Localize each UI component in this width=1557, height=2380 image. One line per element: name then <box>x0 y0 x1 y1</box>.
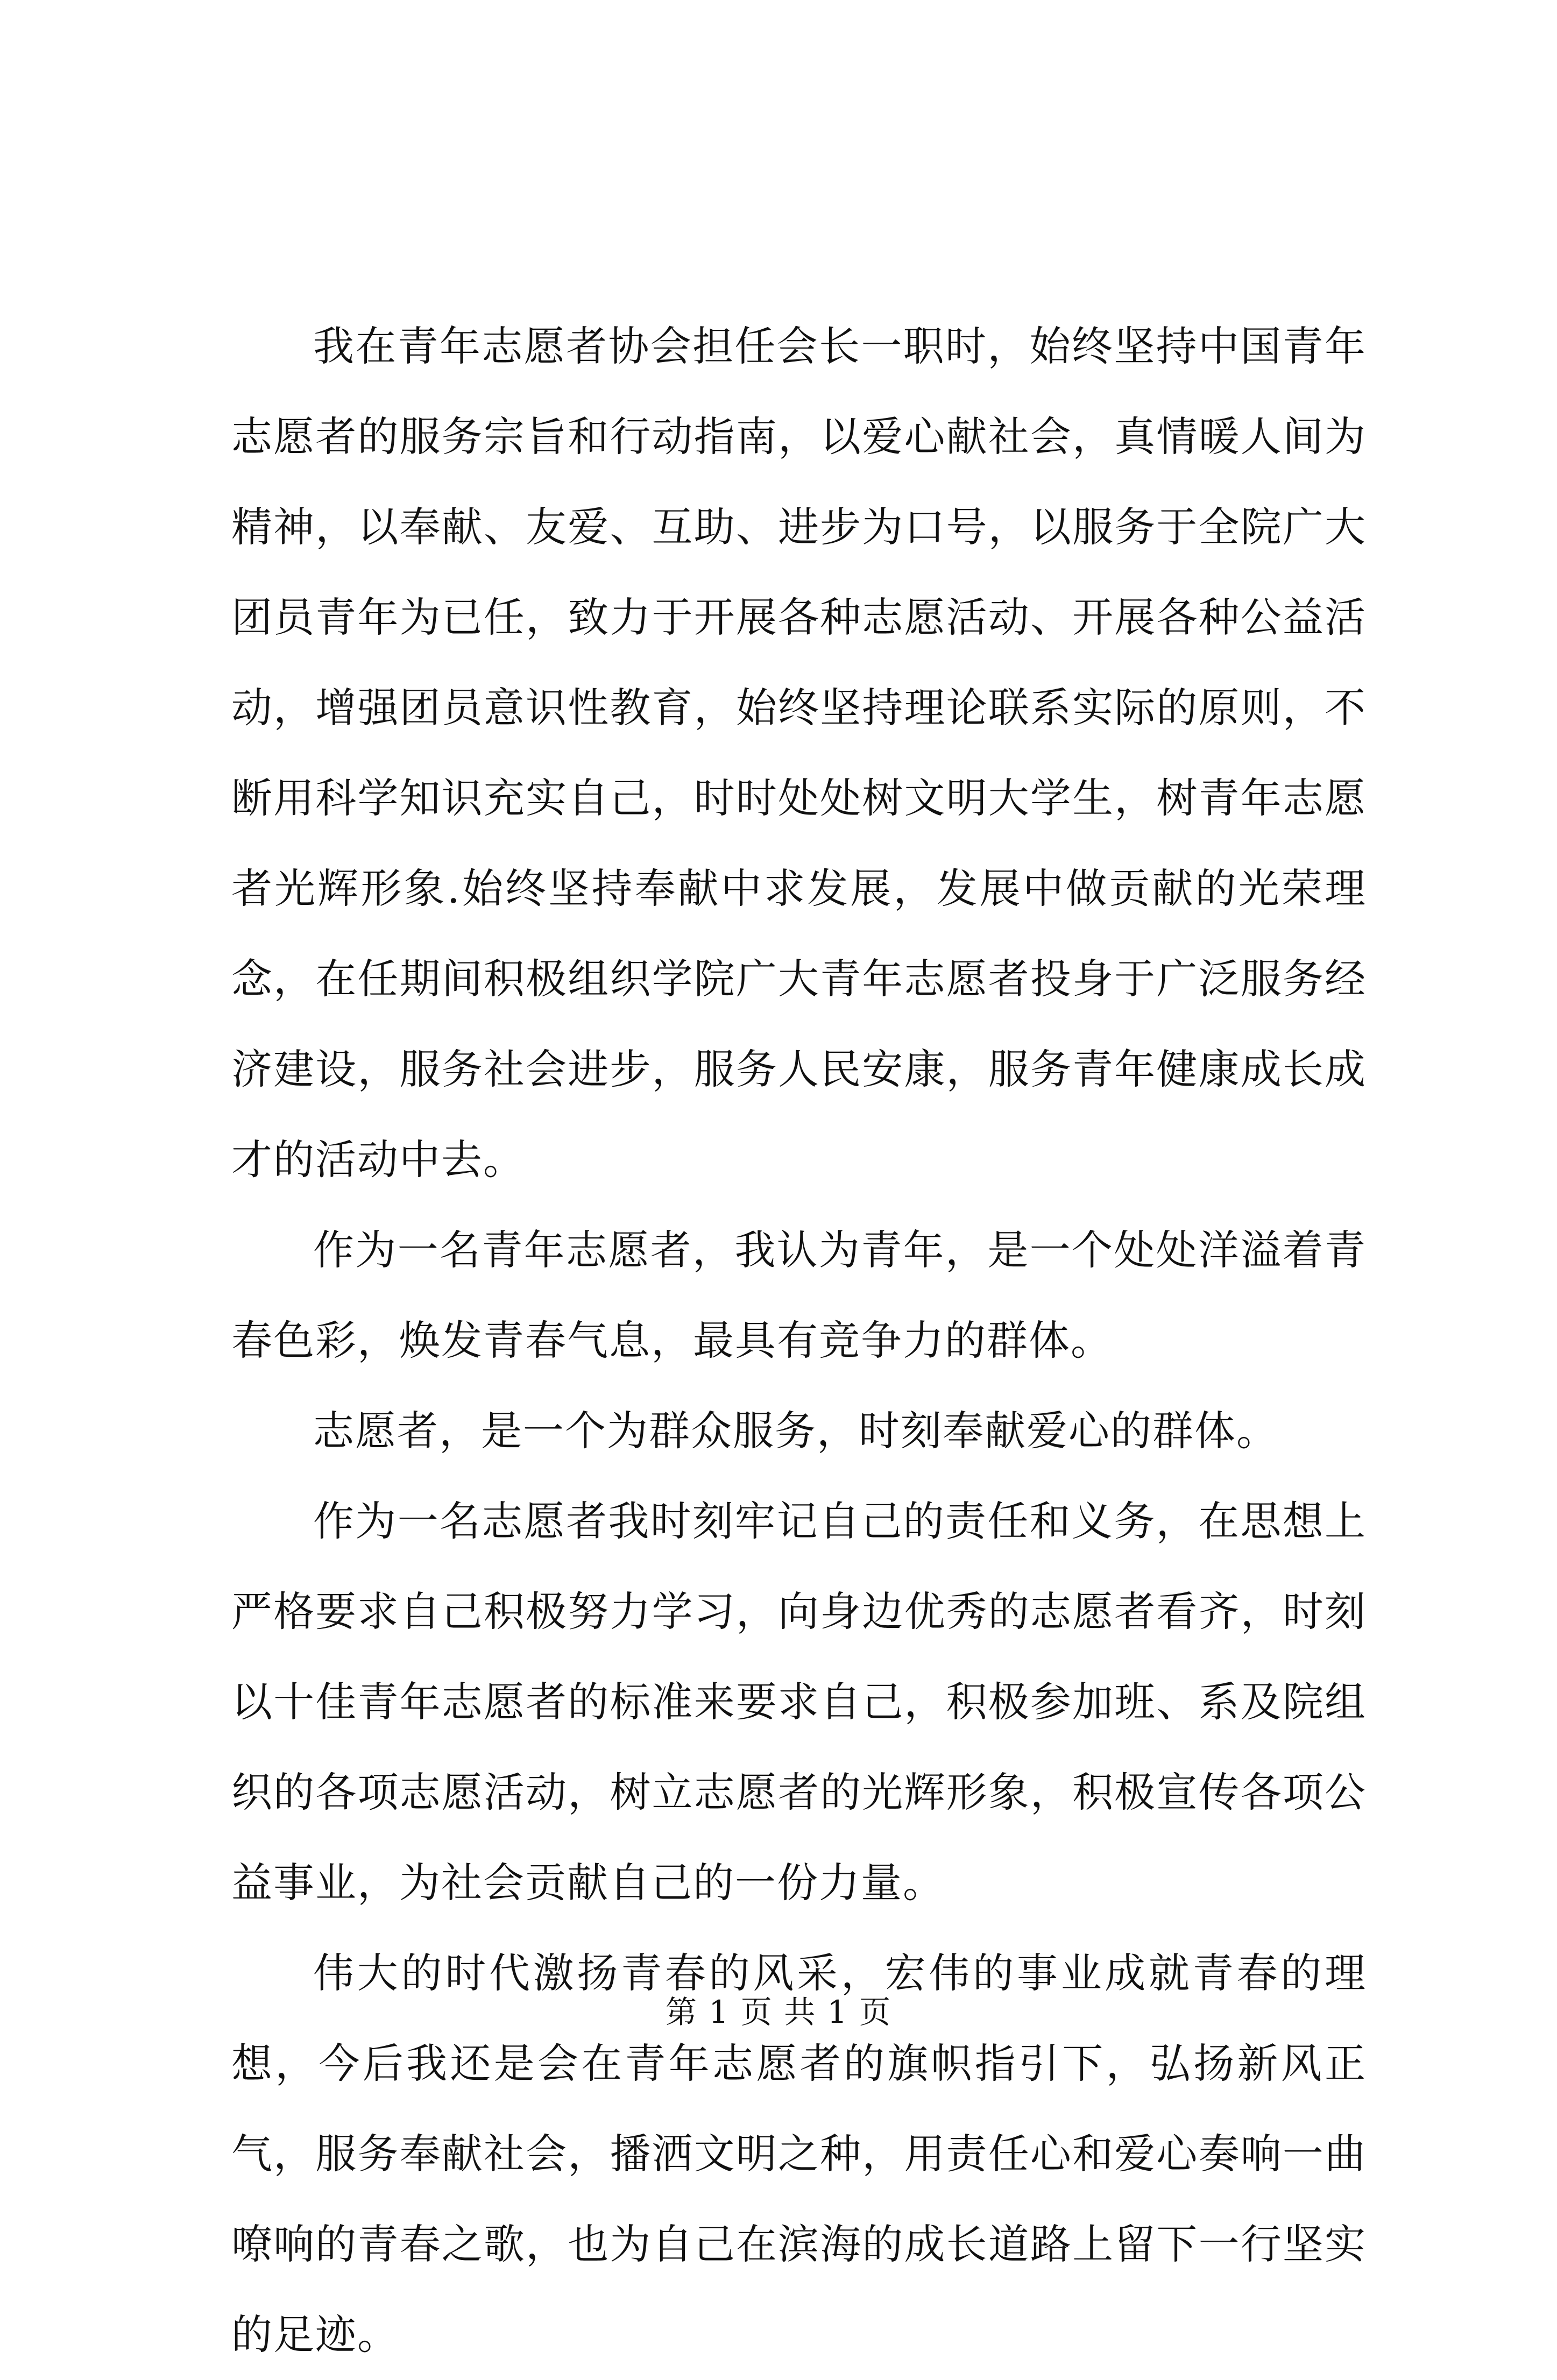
paragraph-2: 作为一名青年志愿者，我认为青年，是一个处处洋溢着青春色彩，焕发青春气息，最具有竞争力的群体。 <box>231 1226 1367 1364</box>
paragraph-3: 志愿者，是一个为群众服务，时刻奉献爱心的群体。 <box>313 1407 1278 1455</box>
paragraph-1: 我在青年志愿者协会担任会长一职时，始终坚持中国青年志愿者的服务宗旨和行动指南，以爱心献社会，真情暖人间为精神，以奉献、友爱、互助、进步为口号，以服务于全院广大团员青年为已任，致力于开展各种志愿活动、开展各种公益活动，增强团员意识性教育，始终坚持理论联系实际的原则，不断用科学知识充实自己，时时处处树文明大学生，树青年志愿者光辉形象.始终坚持奉献中求发展，发展中做贡献的光荣理念，在任期间积极组织学院广大青年志愿者投身于广泛服务经济建设，服务社会进步，服务人民安康，服务青年健康成长成才的活动中去。 <box>231 322 1367 1184</box>
paragraph-4: 作为一名志愿者我时刻牢记自己的责任和义务，在思想上严格要求自己积极努力学习，向身边优秀的志愿者看齐，时刻以十佳青年志愿者的标准来要求自己，积极参加班、系及院组织的各项志愿活动，树立志愿者的光辉形象，积极宣传各项公益事业，为社会贡献自己的一份力量。 <box>231 1497 1367 1907</box>
paragraph-5: 伟大的时代激扬青春的风采，宏伟的事业成就青春的理想，今后我还是会在青年志愿者的旗帜指引下，弘扬新风正气，服务奉献社会，播洒文明之种，用责任心和爱心奏响一曲嘹响的青春之歌，也为自己在滨海的成长道路上留下一行坚实的足迹。 <box>231 1949 1367 2358</box>
page-footer: 第 1 页 共 1 页 <box>666 1994 891 2030</box>
document-body <box>231 301 1367 2380</box>
